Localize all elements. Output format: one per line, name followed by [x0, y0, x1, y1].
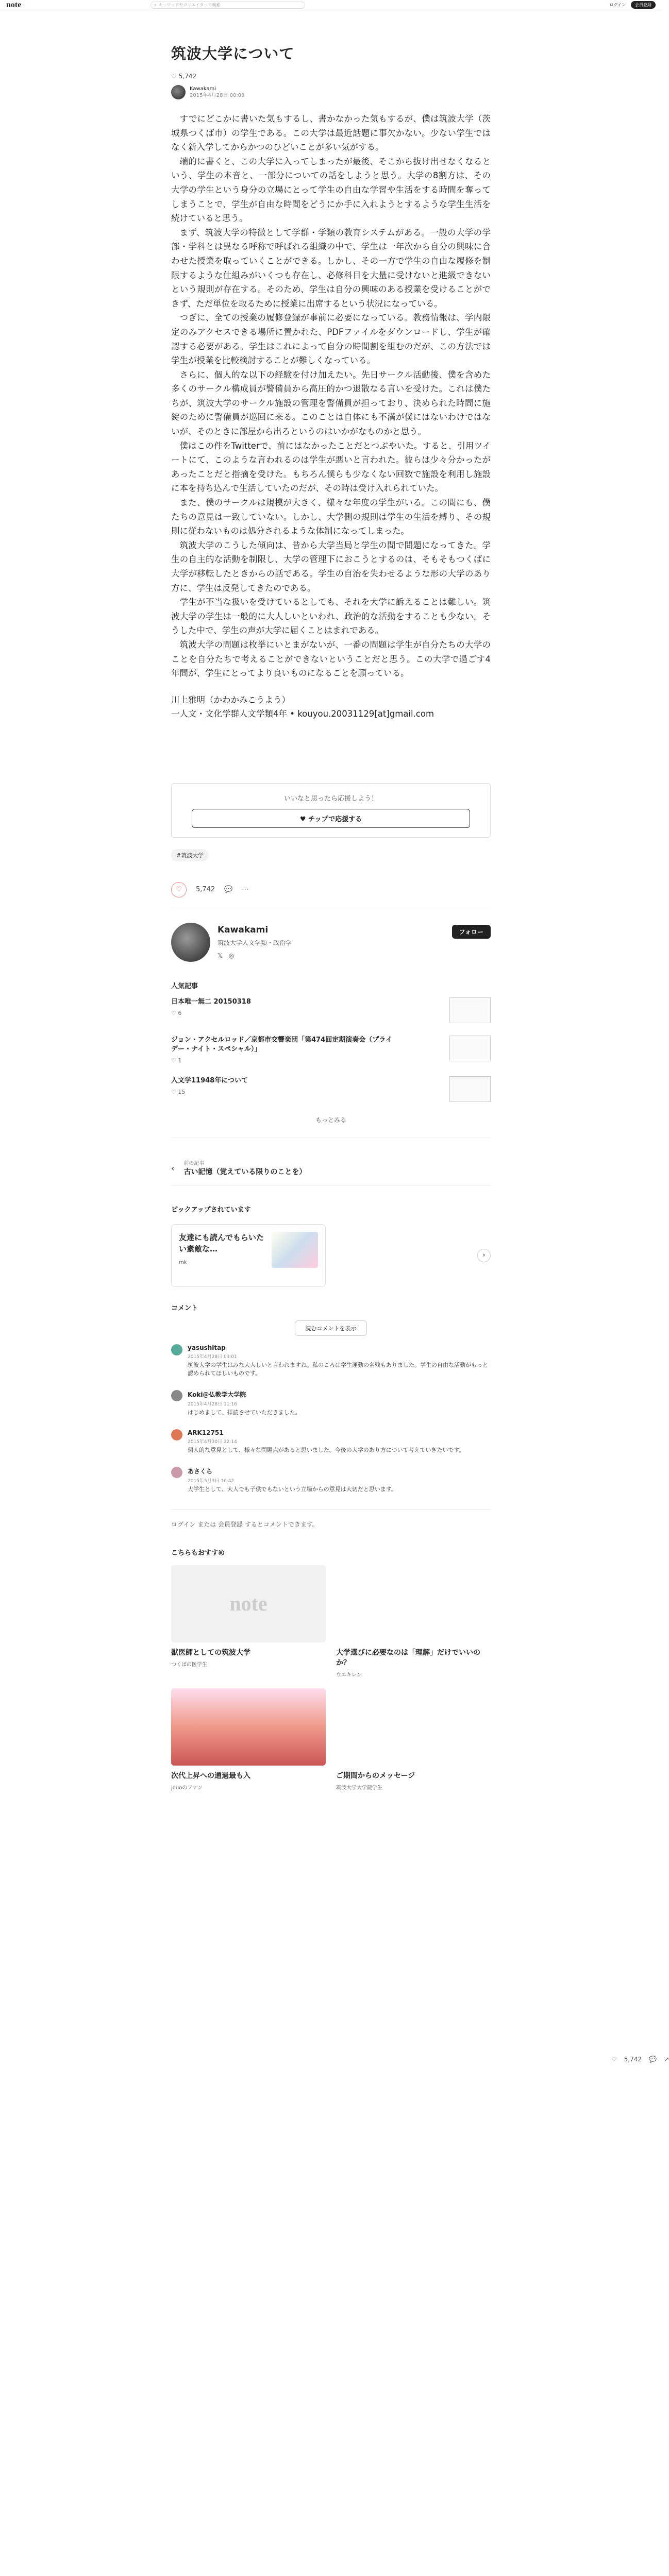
side-like-count: 5,742 [624, 2056, 642, 2063]
commenter-name[interactable]: yasushitap [188, 1344, 226, 1351]
instagram-icon[interactable]: ◎ [228, 952, 235, 959]
thumbnail [449, 1076, 491, 1102]
comment [171, 1429, 491, 1459]
article-title: 筑波大学について [171, 45, 295, 62]
login-link[interactable]: ログイン [609, 3, 626, 7]
heart-icon: ♡ [171, 1009, 178, 1016]
commenter-name[interactable]: Koki@仏教学大学院 [188, 1391, 246, 1398]
article-body [171, 112, 491, 681]
social-icons [218, 951, 292, 960]
recommend-user: 筑波大学大学院学生 [336, 1785, 382, 1791]
popular-title: ジョン・アクセルロッド／京都市交響楽団「第474回定期演奏会（プライデー・ナイト・スペシャル）」 [171, 1036, 392, 1053]
like-count-bottom: 5,742 [196, 886, 215, 894]
popular-like-count: 6 [178, 1009, 182, 1016]
paragraph: 筑波大学のこうした傾向は、昔から大学当局と学生の間で問題になってきた。学生の自主的な活動を制限し、大学の管理下におこうとするのは、そもそもつくばに大学が移転したときからの話である。学生の自治を失わせるような形の大学のあり方に、学生は反発してきたのである。 [171, 540, 491, 593]
login-note[interactable]: ログイン または 会員登録 するとコメントできます。 [171, 1509, 491, 1529]
prev-title: 古い記憶（覚えている限りのことを） [183, 1167, 307, 1176]
recommend-title: 獣医師としての筑波大学 [171, 1648, 250, 1657]
signature-name: 川上雅明（かわかみこうよう） [171, 694, 290, 705]
recommend-heading: こちらもおすすめ [171, 1549, 225, 1557]
creator-avatar[interactable] [171, 923, 210, 962]
follow-button[interactable]: フォロー [452, 925, 491, 939]
note-placeholder-image: note [171, 1565, 326, 1642]
pickup-title: 友達にも読んでもらいたい素敵な… [179, 1232, 264, 1253]
show-comments-button[interactable]: 読むコメントを表示 [295, 1320, 367, 1336]
paragraph: 学生が不当な扱いを受けているとしても、それを大学に訴えることは難しい。筑波大学の学生は一般的に大人しいといわれ、政治的な活動をすることも少ない。そうした中で、学生の声が大学に届くことはまれである。 [171, 597, 491, 636]
like-count: 5,742 [178, 73, 197, 80]
search-input[interactable] [150, 2, 305, 9]
heart-icon[interactable]: ♡ [611, 2056, 617, 2063]
paragraph: すでにどこかに書いた気もするし、書かなかった気もするが、僕は筑波大学（茨城県つくば市）の学生である。この大学は最近話題に事欠かない。少ない学生ではなく新入学してからかつのひどいことが多い気がする。 [171, 114, 491, 152]
popular-like-count: 15 [178, 1088, 186, 1095]
comment-date: 2015年4月28日 03:01 [188, 1354, 237, 1360]
pickup-heading: ピックアップされています [171, 1206, 251, 1214]
creator-bio: 筑波大学人文学類・政治学 [218, 939, 292, 946]
pickup-row [171, 1224, 491, 1287]
tip-icon: ♥ [299, 815, 309, 823]
search-icon: ⌕ [154, 2, 157, 7]
signup-button[interactable]: 会員登録 [631, 1, 656, 9]
paragraph: 筑波大学の問題は枚挙にいとまがないが、一番の問題は学生が自分たちの大学のことを自分たちで考えることができないということだと思う。この大学で過ごす4年間が、学生にとってより良いものになることを願っている。 [171, 639, 491, 679]
pickup-card[interactable] [171, 1224, 326, 1287]
paragraph: つぎに、全ての授業の履修登録が事前に必要になっている。教務情報は、学内限定のみアクセスできる場所に置かれた、PDFファイルをダウンロードし、学生が確認する必要がある。学生はこれによって自分の時間割を組むのだが、この方法では学生が授業を比較検討することが難しくなっている。 [171, 313, 491, 366]
paragraph: まず、筑波大学の特徴として学群・学類の教育システムがある。一般の大学の学部・学科とは異なる呼称で呼ばれる組織の中で、学生は一年次から自分の興味に合わせた授業を取っていくことができる。しかし、その一方で学生の自由な履修を制限するような仕組みがいくつも存在し、必修科目を大量に受けないと進級できないという規則が存在する。そのため、学生は自分の興味のある授業を受けることができず、ただ単位を取るために授業に出席するという状況になっている。 [171, 227, 491, 309]
heart-icon: ♡ [171, 73, 177, 80]
heart-icon: ♡ [171, 1088, 178, 1095]
tip-button[interactable] [192, 809, 470, 828]
paragraph: 僕はこの件をTwitterで、前にはなかったことだとつぶやいた。すると、引用ツイートにて、このような言われるのは学生が悪いと言われた。彼らは少々分かったがあったことだと指摘を受けた。もちろん僕らも少なくない回数で施設を利用し施設に本を持ち込んで生活していたのだが、その時は受け入れられていた。 [171, 440, 491, 494]
share-icon[interactable]: ↗ [664, 2056, 669, 2063]
commenter-name[interactable]: あさくら [188, 1467, 213, 1475]
popular-like-count: 1 [178, 1057, 182, 1064]
pickup-user: mk [179, 1259, 187, 1265]
comment-icon[interactable]: 💬 [649, 2056, 657, 2063]
comment-text: はじめまして、拝読させていただきました。 [188, 1409, 301, 1416]
tip-label: チップで応援する [308, 815, 362, 823]
comment-text: 大学生として、大人でも子供でもないという立場からの意見は大切だと思います。 [188, 1485, 397, 1493]
prev-label: 前の記事 [183, 1160, 205, 1166]
commenter-avatar[interactable] [171, 1429, 182, 1440]
comment-text: 個人的な意見として、様々な問題点があると思いました。今後の大学のあり方について考えていきたいです。 [188, 1446, 465, 1453]
popular-item[interactable] [171, 1076, 491, 1102]
popular-heading: 人気記事 [171, 982, 198, 990]
heart-icon: ♡ [176, 886, 182, 894]
paragraph: また、僕のサークルは規模が大きく、様々な年度の学生がいる。この間にも、僕たちの意見は一致していない。しかし、大学側の規則は学生の生活を縛り、その規則に従わないものは処分されるような体制になってしまった。 [171, 498, 491, 536]
author-row [171, 85, 491, 99]
commenter-name[interactable]: ARK12751 [188, 1429, 224, 1436]
popular-likes [171, 1089, 248, 1095]
popular-likes [171, 1057, 398, 1064]
comment [171, 1344, 491, 1382]
article-main [171, 42, 491, 1791]
popular-title: 入文学11948年について [171, 1076, 248, 1084]
comment-list [171, 1344, 491, 1498]
more-icon[interactable]: ⋯ [242, 886, 249, 894]
signature [171, 693, 491, 721]
paragraph: 端的に書くと、この大学に入ってしまったが最後、そこから抜け出せなくなるという、学生の本音と、一部分についての話をしようと思う。大学の8割方は、その大学の学生という身分の立場にとって学生の自由な学習や生活をする時間を奪ってしまうことで、学生が自由な時間をどうにか手に入れようとするような学生生活を続けていると思う。 [171, 156, 491, 224]
recommend-user: つくばの医学生 [171, 1662, 207, 1668]
support-box [171, 783, 491, 838]
prev-article[interactable] [171, 1151, 491, 1185]
header [0, 0, 662, 10]
recommend-user: ウエキレン [336, 1672, 362, 1678]
recommend-card[interactable] [171, 1688, 326, 1791]
recommend-title: ご期間からのメッセージ [336, 1771, 415, 1780]
author-name[interactable]: Kawakami [190, 86, 216, 92]
search-placeholder: キーワードやクリエイターで検索 [158, 3, 221, 7]
action-bar [171, 873, 491, 907]
popular-item[interactable] [171, 1036, 491, 1064]
hashtag[interactable]: #筑波大学 [171, 849, 209, 861]
thumbnail [449, 997, 491, 1023]
comment [171, 1467, 491, 1498]
recommend-card[interactable] [336, 1565, 491, 1678]
pickup-image [272, 1232, 318, 1268]
floating-actions [611, 2056, 669, 2063]
comment-text: 筑波大学の学生はみな大人しいと言われますね。私のころは学生運動の名残もありました。学生の自由な活動がもっと認められてほしいものです。 [188, 1361, 488, 1377]
thumbnail [449, 1036, 491, 1061]
comment-icon[interactable]: 💬 [224, 886, 233, 894]
comments-heading: コメント [171, 1304, 198, 1312]
signature-affiliation: 一人文・文化学群人文学類4年 • kouyou.20031129[at]gmail.com [171, 709, 434, 719]
popular-title: 日本唯一無二 20150318 [171, 997, 251, 1006]
more-link[interactable]: もっとみる [171, 1115, 491, 1138]
recommend-user: jouoのファン [171, 1785, 203, 1791]
recommend-card[interactable] [336, 1688, 491, 1791]
author-avatar[interactable] [171, 85, 186, 99]
comment-date: 2015年4月28日 11:16 [188, 1401, 237, 1407]
chevron-right-icon[interactable]: › [477, 1249, 491, 1262]
recommend-title: 次代上昇への通過最も入 [171, 1771, 250, 1780]
recommend-card[interactable] [171, 1565, 326, 1678]
like-count-top[interactable] [171, 73, 491, 80]
heart-icon: ♡ [171, 1057, 178, 1064]
popular-likes [171, 1010, 251, 1016]
like-button[interactable] [171, 882, 187, 897]
comment [171, 1390, 491, 1421]
commenter-avatar[interactable] [171, 1467, 182, 1478]
note-logo[interactable]: note [6, 0, 22, 9]
commenter-avatar[interactable] [171, 1344, 182, 1355]
recommend-title: 大学選びに必要なのは「理解」だけでいいのか？ [336, 1648, 480, 1667]
commenter-avatar[interactable] [171, 1390, 182, 1401]
chevron-left-icon: ‹ [171, 1163, 175, 1173]
creator-profile [171, 923, 491, 962]
popular-item[interactable] [171, 997, 491, 1023]
creator-name[interactable]: Kawakami [218, 924, 269, 935]
support-question: いいなと思ったら応援しよう！ [283, 794, 378, 803]
post-date: 2015年4月28日 00:08 [190, 93, 245, 98]
comment-date: 2015年4月30日 22:14 [188, 1439, 237, 1445]
recommend-image [171, 1688, 326, 1766]
comment-date: 2015年5月3日 16:42 [188, 1478, 235, 1484]
twitter-icon[interactable]: 𝕏 [218, 952, 223, 959]
paragraph: さらに、個人的な以下の経験を付け加えたい。先日サークル活動後、僕を含めた多くのサークル構成員が警備員から高圧的かつ退散なる言いを受けた。これは僕たちが、筑波大学のサークル施設の管理を警備員が担っており、決められた時間に施錠のために警備員が巡回に来る。このことは自体にも不満が僕にはないわけではないが、そのときに部屋から出ろというのはいかがなものかと思う。 [171, 369, 491, 437]
recommend-grid [171, 1565, 491, 1791]
